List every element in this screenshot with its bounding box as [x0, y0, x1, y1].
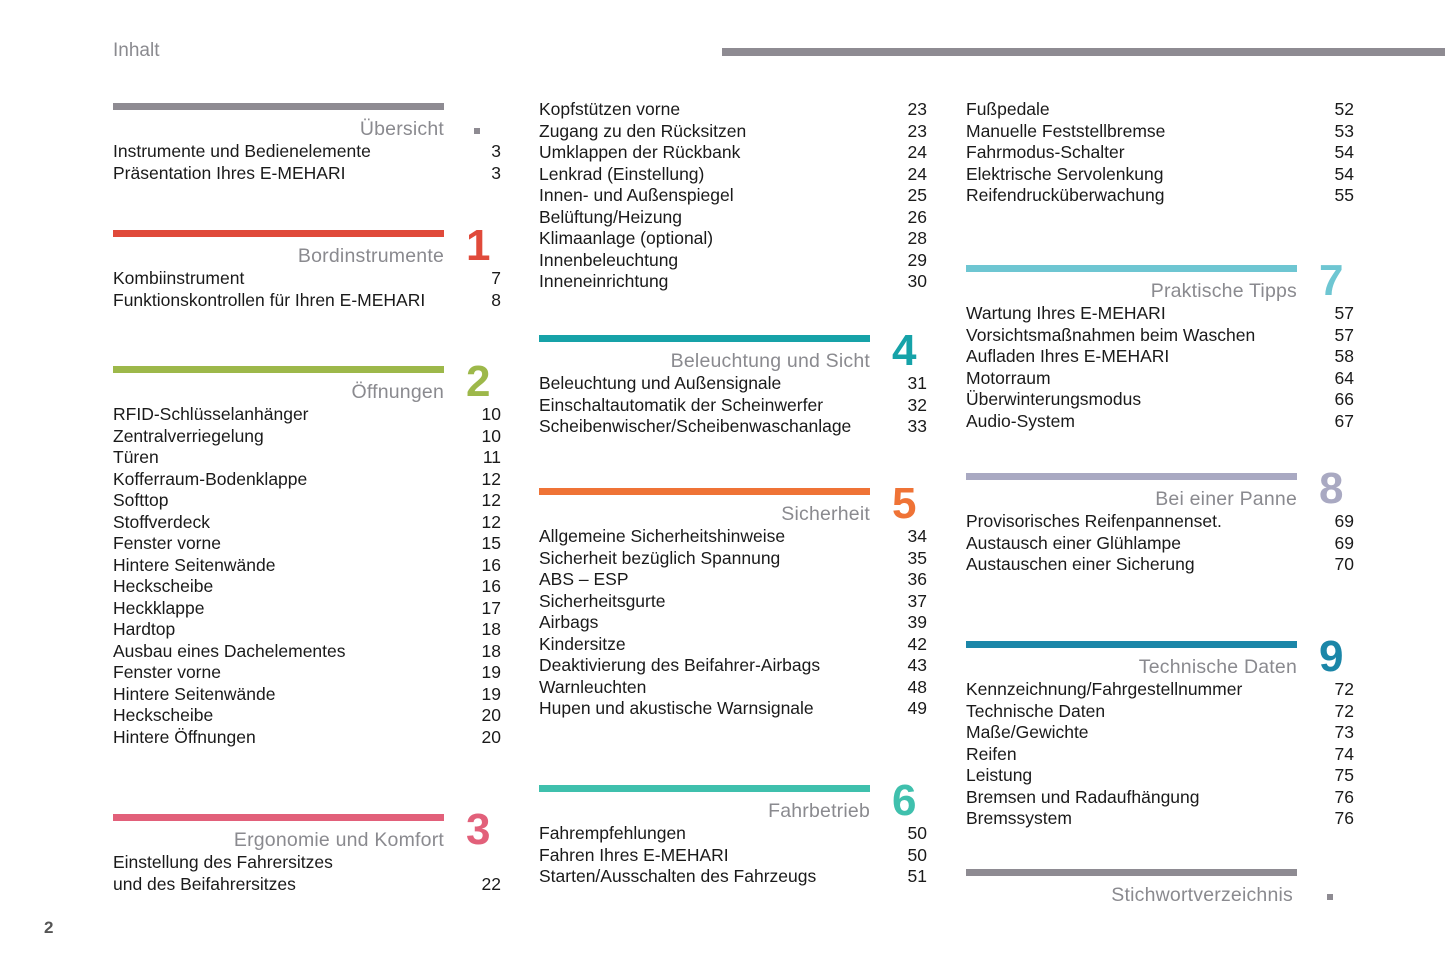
toc-entry-label: Hintere Öffnungen	[113, 726, 256, 747]
toc-entry-page: 3	[491, 162, 501, 183]
section-bordinstrumente	[113, 221, 503, 311]
section-title[interactable]: Beleuchtung und Sicht	[670, 350, 870, 372]
header-rule	[722, 48, 1445, 56]
section-number: 7	[1319, 256, 1344, 305]
toc-entry-page: 34	[907, 526, 927, 546]
toc-entry-page: 28	[907, 228, 927, 248]
toc-entry-label: Fenster vorne	[113, 662, 221, 682]
section-bar	[966, 473, 1297, 480]
toc-entry[interactable]	[113, 641, 503, 663]
toc-entry-page: 66	[1334, 389, 1354, 409]
toc-entry[interactable]	[113, 684, 503, 706]
toc-entry-page: 54	[1334, 163, 1354, 184]
toc-entry-label: Sicherheit bezüglich Spannung	[539, 547, 781, 568]
toc-entry[interactable]	[539, 164, 929, 186]
toc-entry-label: Fahrempfehlungen	[539, 823, 686, 843]
toc-entry[interactable]	[113, 555, 503, 577]
toc-entry-page: 20	[481, 705, 501, 725]
toc-entry[interactable]	[966, 303, 1356, 325]
toc-entry-label: Technische Daten	[966, 700, 1106, 721]
toc-entry-label: Kindersitze	[539, 633, 626, 654]
toc-list	[113, 852, 503, 895]
toc-entry-page: 20	[481, 726, 501, 747]
toc-entry-label: Audio-System	[966, 410, 1075, 431]
toc-entry[interactable]	[113, 727, 503, 749]
toc-entry[interactable]	[539, 416, 929, 438]
toc-list	[539, 373, 929, 438]
section-bar	[539, 488, 870, 495]
section-title[interactable]: Fahrbetrieb	[768, 800, 870, 822]
toc-entry-label: Heckscheibe	[113, 705, 214, 725]
section-number: 6	[892, 776, 917, 825]
toc-entry[interactable]	[113, 404, 503, 426]
section-title[interactable]: Sicherheit	[781, 503, 870, 525]
section-ergonomie-continued	[539, 99, 929, 293]
toc-entry[interactable]	[113, 426, 503, 448]
toc-entry-label: Bremssystem	[966, 808, 1072, 828]
toc-entry-label: Aufladen Ihres E-MEHARI	[966, 346, 1170, 366]
section-fahrbetrieb	[539, 776, 929, 888]
toc-entry-page: 24	[907, 163, 927, 184]
section-title[interactable]: Praktische Tipps	[1150, 280, 1297, 302]
toc-entry-page: 48	[907, 676, 927, 697]
toc-entry-label: Innen- und Außenspiegel	[539, 185, 734, 205]
toc-entry[interactable]	[966, 325, 1356, 347]
toc-entry-label: Fußpedale	[966, 99, 1050, 119]
toc-entry-label: Reifen	[966, 743, 1017, 764]
toc-entry-page: 10	[481, 425, 501, 446]
toc-entry[interactable]	[539, 121, 929, 143]
toc-entry[interactable]	[966, 679, 1356, 701]
toc-entry[interactable]	[539, 373, 929, 395]
toc-entry[interactable]	[966, 744, 1356, 766]
section-number: 9	[1319, 632, 1344, 681]
toc-entry-label: Türen	[113, 447, 159, 467]
section-stichwortverzeichnis	[966, 869, 1297, 907]
toc-entry-page: 73	[1334, 722, 1354, 742]
section-number: 2	[466, 357, 491, 406]
toc-entry[interactable]	[966, 787, 1356, 809]
toc-entry[interactable]	[113, 512, 503, 534]
toc-entry-page: 54	[1334, 142, 1354, 162]
section-praktische-tipps	[966, 256, 1356, 432]
toc-entry-label: Beleuchtung und Außensignale	[539, 373, 782, 393]
section-number: 8	[1319, 464, 1344, 513]
toc-entry[interactable]	[539, 526, 929, 548]
section-title[interactable]: Übersicht	[359, 118, 444, 140]
section-uebersicht	[113, 103, 503, 184]
toc-entry[interactable]	[113, 662, 503, 684]
toc-entry-label: RFID-Schlüsselanhänger	[113, 404, 309, 424]
toc-entry-page: 69	[1334, 511, 1354, 531]
toc-entry-label: Klimaanlage (optional)	[539, 228, 714, 248]
section-title[interactable]: Bei einer Panne	[1155, 488, 1297, 510]
toc-entry-label: Fenster vorne	[113, 533, 221, 553]
toc-entry-label: Warnleuchten	[539, 676, 647, 697]
page-header-title: Inhalt	[113, 40, 160, 61]
toc-entry[interactable]	[966, 533, 1356, 555]
toc-entry[interactable]	[966, 808, 1356, 830]
toc-entry-label: Umklappen der Rückbank	[539, 142, 741, 162]
toc-entry-page: 69	[1334, 532, 1354, 553]
toc-entry-page: 8	[491, 289, 501, 310]
toc-entry-page: 19	[481, 683, 501, 704]
toc-entry[interactable]	[539, 845, 929, 867]
toc-entry[interactable]	[966, 389, 1356, 411]
toc-list	[539, 526, 929, 720]
toc-entry-page: 3	[491, 141, 501, 161]
section-number: 5	[892, 479, 917, 528]
section-bar	[966, 265, 1297, 272]
toc-entry-label: Zentralverriegelung	[113, 425, 264, 446]
toc-list	[113, 141, 503, 184]
toc-entry-label: Hintere Seitenwände	[113, 683, 276, 704]
toc-entry-label: Heckscheibe	[113, 576, 214, 596]
toc-entry-label: Bremsen und Radaufhängung	[966, 786, 1200, 807]
toc-entry-label: Kopfstützen vorne	[539, 99, 681, 119]
toc-entry-page: 33	[907, 416, 927, 436]
toc-entry-page: 39	[907, 612, 927, 632]
toc-entry-label: Einschaltautomatik der Scheinwerfer	[539, 394, 824, 415]
toc-entry-page: 32	[907, 394, 927, 415]
toc-entry-page: 23	[907, 99, 927, 119]
toc-entry-page: 11	[482, 447, 501, 467]
toc-entry[interactable]	[966, 765, 1356, 787]
toc-entry-label: Fahrmodus-Schalter	[966, 142, 1125, 162]
toc-entry[interactable]	[539, 250, 929, 272]
toc-entry[interactable]	[113, 619, 503, 641]
toc-entry-label: Präsentation Ihres E-MEHARI	[113, 162, 346, 183]
toc-entry[interactable]	[539, 271, 929, 293]
toc-entry-label: Überwinterungsmodus	[966, 389, 1142, 409]
toc-entry-label: Hupen und akustische Warnsignale	[539, 698, 814, 718]
section-bar	[113, 366, 444, 373]
toc-entry[interactable]	[539, 569, 929, 591]
toc-entry-label: Kennzeichnung/Fahrgestellnummer	[966, 679, 1243, 699]
toc-entry[interactable]	[966, 164, 1356, 186]
toc-list	[966, 303, 1356, 432]
toc-entry-page: 12	[481, 490, 501, 510]
toc-entry[interactable]	[113, 490, 503, 512]
toc-entry-label: Provisorisches Reifenpannenset.	[966, 511, 1222, 531]
section-number: 1	[466, 221, 491, 270]
toc-entry[interactable]	[113, 576, 503, 598]
toc-entry-page: 43	[907, 655, 927, 675]
toc-entry-page: 31	[907, 373, 927, 393]
toc-entry-label: Kofferraum-Bodenklappe	[113, 468, 308, 489]
toc-entry-page: 18	[481, 640, 501, 661]
toc-list	[113, 268, 503, 311]
toc-entry-page: 51	[907, 866, 927, 886]
toc-entry-label: Manuelle Feststellbremse	[966, 120, 1166, 141]
toc-entry[interactable]	[113, 469, 503, 491]
toc-entry[interactable]	[113, 852, 503, 895]
toc-entry[interactable]	[966, 411, 1356, 433]
toc-list	[966, 511, 1356, 576]
toc-entry[interactable]	[539, 228, 929, 250]
toc-entry-label: Reifendrucküberwachung	[966, 185, 1165, 205]
toc-entry-label: Stoffverdeck	[113, 511, 210, 532]
section-bar	[966, 641, 1297, 648]
toc-entry-page: 70	[1334, 554, 1354, 574]
toc-entry[interactable]	[966, 722, 1356, 744]
toc-entry-page: 17	[481, 597, 501, 618]
toc-entry-page: 76	[1334, 808, 1354, 828]
toc-entry-page: 12	[481, 511, 501, 532]
toc-list	[966, 99, 1356, 207]
toc-entry[interactable]	[966, 701, 1356, 723]
toc-entry[interactable]	[966, 511, 1356, 533]
section-bar	[113, 230, 444, 237]
toc-entry[interactable]	[539, 591, 929, 613]
toc-entry-label: Lenkrad (Einstellung)	[539, 163, 705, 184]
toc-entry-label: Hintere Seitenwände	[113, 554, 276, 575]
toc-entry-page: 23	[907, 120, 927, 141]
toc-entry[interactable]	[113, 533, 503, 555]
toc-entry-label: Instrumente und Bedienelemente	[113, 141, 371, 161]
toc-entry-label-continued: und des Beifahrersitzes	[113, 873, 296, 894]
toc-entry-label: Sicherheitsgurte	[539, 590, 666, 611]
section-title[interactable]: Öffnungen	[351, 381, 444, 403]
toc-entry-label: Funktionskontrollen für Ihren E-MEHARI	[113, 289, 426, 310]
section-bar	[113, 814, 444, 821]
section-bar	[113, 103, 444, 110]
toc-entry-page: 36	[907, 569, 927, 589]
toc-entry-label: Elektrische Servolenkung	[966, 163, 1164, 184]
toc-entry[interactable]	[539, 823, 929, 845]
toc-entry-page: 52	[1334, 99, 1354, 119]
toc-entry-label: Fahren Ihres E-MEHARI	[539, 844, 729, 865]
section-title[interactable]: Ergonomie und Komfort	[233, 829, 444, 851]
toc-entry-page: 7	[491, 268, 501, 288]
toc-entry-page: 64	[1334, 367, 1354, 388]
toc-list	[113, 404, 503, 748]
toc-entry[interactable]	[966, 121, 1356, 143]
toc-entry-page: 75	[1334, 765, 1354, 785]
toc-entry-page: 49	[907, 698, 927, 718]
toc-entry[interactable]	[539, 185, 929, 207]
page-number: 2	[44, 918, 54, 937]
toc-entry-page: 12	[481, 468, 501, 489]
toc-entry[interactable]	[113, 290, 503, 312]
toc-entry-label: Leistung	[966, 765, 1033, 785]
toc-entry-label: Zugang zu den Rücksitzen	[539, 120, 747, 141]
toc-entry[interactable]	[539, 548, 929, 570]
toc-entry-page: 19	[481, 662, 501, 682]
toc-entry-page: 42	[907, 633, 927, 654]
toc-entry-label: Airbags	[539, 612, 599, 632]
toc-entry-page: 37	[907, 590, 927, 611]
toc-entry[interactable]	[966, 346, 1356, 368]
section-title[interactable]: Technische Daten	[1138, 656, 1297, 678]
toc-entry[interactable]	[539, 142, 929, 164]
toc-entry-page: 29	[907, 249, 927, 270]
toc-entry[interactable]	[113, 268, 503, 290]
toc-entry-label: Ausbau eines Dachelementes	[113, 640, 346, 661]
toc-entry-label: Austauschen einer Sicherung	[966, 554, 1195, 574]
toc-entry-page: 30	[907, 271, 927, 291]
toc-entry-page: 67	[1334, 410, 1354, 431]
toc-entry-label: Allgemeine Sicherheitshinweise	[539, 526, 786, 546]
section-marker-dot	[1327, 894, 1333, 900]
toc-entry[interactable]	[539, 677, 929, 699]
section-bei-einer-panne	[966, 464, 1356, 576]
toc-entry-page: 26	[907, 206, 927, 227]
section-bar	[539, 785, 870, 792]
toc-entry[interactable]	[966, 99, 1356, 121]
toc-entry-page: 58	[1334, 346, 1354, 366]
section-number: 4	[892, 326, 917, 375]
toc-entry[interactable]	[966, 554, 1356, 576]
section-bar	[539, 335, 870, 342]
toc-entry[interactable]	[539, 207, 929, 229]
toc-entry[interactable]	[966, 142, 1356, 164]
toc-entry-label: Vorsichtsmaßnahmen beim Waschen	[966, 324, 1256, 345]
toc-entry-page: 35	[907, 547, 927, 568]
toc-entry[interactable]	[113, 705, 503, 727]
section-marker-dot	[474, 128, 480, 134]
toc-entry-page: 50	[907, 844, 927, 865]
toc-entry-label: Scheibenwischer/Scheibenwaschanlage	[539, 416, 852, 436]
toc-entry[interactable]	[539, 698, 929, 720]
toc-entry-label: ABS – ESP	[539, 569, 629, 589]
toc-entry-page: 18	[481, 619, 501, 639]
toc-entry[interactable]	[539, 634, 929, 656]
section-number: 3	[466, 805, 491, 854]
section-oeffnungen	[113, 357, 503, 748]
toc-list	[539, 99, 929, 293]
toc-entry[interactable]	[966, 368, 1356, 390]
toc-entry-page: 57	[1334, 303, 1354, 323]
toc-entry-page: 16	[481, 554, 501, 575]
toc-entry-label: Inneneinrichtung	[539, 271, 669, 291]
toc-entry[interactable]	[539, 395, 929, 417]
toc-entry-label: Einstellung des Fahrersitzes	[113, 852, 333, 872]
toc-entry-label: Hardtop	[113, 619, 176, 639]
toc-entry[interactable]	[539, 99, 929, 121]
toc-entry-page: 10	[481, 404, 501, 424]
toc-entry-label: Wartung Ihres E-MEHARI	[966, 303, 1166, 323]
toc-entry-label: Motorraum	[966, 367, 1051, 388]
toc-entry-label: Maße/Gewichte	[966, 722, 1089, 742]
toc-entry-page: 25	[907, 185, 927, 205]
toc-entry[interactable]	[966, 185, 1356, 207]
toc-list	[539, 823, 929, 888]
toc-entry[interactable]	[539, 866, 929, 888]
toc-entry-label: Kombiinstrument	[113, 268, 245, 288]
toc-entry-label: Belüftung/Heizung	[539, 206, 683, 227]
toc-entry-label: Heckklappe	[113, 597, 205, 618]
toc-entry-page: 55	[1334, 185, 1354, 205]
toc-entry[interactable]	[113, 163, 503, 185]
section-bar	[966, 869, 1297, 876]
section-fahrbetrieb-continued	[966, 99, 1356, 207]
section-title[interactable]: Bordinstrumente	[297, 245, 444, 267]
toc-entry-page: 74	[1334, 743, 1354, 764]
toc-entry[interactable]	[539, 655, 929, 677]
section-technische-daten	[966, 632, 1356, 830]
toc-entry-label: Innenbeleuchtung	[539, 249, 679, 270]
toc-entry[interactable]	[113, 598, 503, 620]
toc-entry-page: 76	[1334, 786, 1354, 807]
toc-entry-label: Deaktivierung des Beifahrer-Airbags	[539, 655, 821, 675]
toc-entry[interactable]	[113, 447, 503, 469]
toc-entry-page: 57	[1334, 324, 1354, 345]
toc-entry-label: Starten/Ausschalten des Fahrzeugs	[539, 866, 817, 886]
toc-entry-label: Austausch einer Glühlampe	[966, 532, 1181, 553]
section-sicherheit	[539, 479, 929, 720]
toc-entry-page: 72	[1334, 700, 1354, 721]
toc-list	[966, 679, 1356, 830]
section-title[interactable]: Stichwortverzeichnis	[1111, 884, 1293, 906]
toc-entry-page: 24	[907, 142, 927, 162]
toc-entry[interactable]	[539, 612, 929, 634]
toc-entry-page: 72	[1334, 679, 1354, 699]
toc-entry-page: 50	[907, 823, 927, 843]
toc-entry[interactable]	[113, 141, 503, 163]
toc-entry-page: 53	[1334, 120, 1354, 141]
section-beleuchtung	[539, 326, 929, 438]
toc-entry-page: 16	[481, 576, 501, 596]
section-ergonomie	[113, 805, 503, 895]
toc-entry-page: 22	[481, 873, 501, 894]
toc-entry-page: 15	[481, 533, 501, 553]
toc-entry-label: Softtop	[113, 490, 169, 510]
